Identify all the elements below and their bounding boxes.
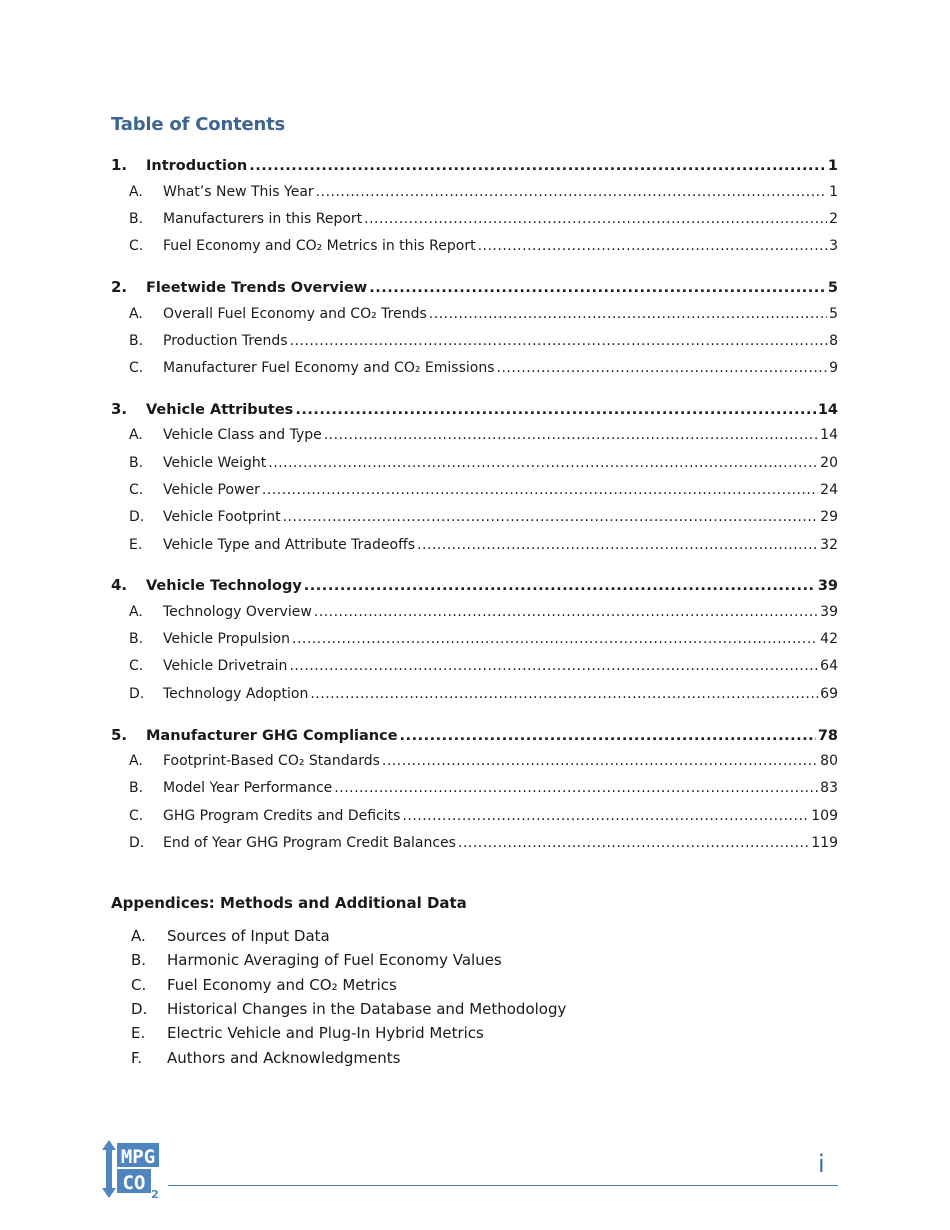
item-title: Footprint-Based CO₂ Standards (163, 753, 380, 769)
toc-item-4c[interactable] (111, 658, 838, 678)
toc-item-5d[interactable] (111, 835, 838, 855)
item-title: Vehicle Weight (163, 455, 267, 471)
item-title: Historical Changes in the Database and Methodology (167, 1000, 567, 1019)
toc-section-4[interactable] (111, 576, 838, 596)
page-number: 24 (820, 482, 838, 498)
toc-item-4a[interactable] (111, 604, 838, 624)
section-number: 2. (111, 278, 128, 296)
dot-leader (249, 158, 826, 174)
toc-item-2b[interactable] (111, 333, 838, 353)
page-number: 1 (829, 184, 838, 200)
toc-item-4b[interactable] (111, 631, 838, 651)
section-title: Introduction (146, 158, 248, 174)
toc-item-2a[interactable] (111, 306, 838, 326)
item-title: Fuel Economy and CO₂ Metrics (167, 975, 397, 994)
dot-leader (497, 360, 828, 376)
item-letter: B. (129, 455, 144, 471)
footer-rule (168, 1185, 838, 1186)
toc-title: Table of Contents (111, 114, 286, 135)
item-letter: A. (129, 753, 143, 769)
page-number: 39 (817, 578, 838, 594)
section-number: 3. (111, 400, 128, 418)
toc-section-1[interactable] (111, 156, 838, 176)
appendix-item-a[interactable] (131, 924, 566, 948)
page-number: 14 (820, 427, 838, 443)
toc-item-5a[interactable] (111, 753, 838, 773)
item-letter: B. (131, 951, 147, 970)
dot-leader (283, 509, 819, 525)
item-title: Electric Vehicle and Plug-In Hybrid Metrics (167, 1024, 484, 1043)
section-number: 5. (111, 726, 128, 744)
dot-leader (382, 753, 818, 769)
item-title: Production Trends (163, 333, 288, 349)
toc-section-5[interactable] (111, 726, 838, 746)
page-number: 3 (829, 238, 838, 254)
section-title: Vehicle Technology (146, 578, 302, 594)
dot-leader (314, 604, 818, 620)
item-letter: E. (129, 537, 143, 553)
section-title: Vehicle Attributes (146, 402, 294, 418)
item-title: Sources of Input Data (167, 927, 330, 946)
item-title: Manufacturer Fuel Economy and CO₂ Emissions (163, 360, 495, 376)
dot-leader (304, 578, 816, 594)
item-title: Vehicle Class and Type (163, 427, 322, 443)
toc-item-1a[interactable] (111, 184, 838, 204)
dot-leader (369, 280, 826, 296)
page-number: 64 (820, 658, 838, 674)
dot-leader (316, 184, 827, 200)
toc-item-3e[interactable] (111, 537, 838, 557)
item-letter: B. (129, 333, 144, 349)
item-title: Vehicle Drivetrain (163, 658, 288, 674)
mpg-co2-logo (100, 1138, 162, 1200)
item-title: GHG Program Credits and Deficits (163, 808, 401, 824)
dot-leader (310, 686, 818, 702)
page-number: 39 (820, 604, 838, 620)
appendix-item-c[interactable] (131, 973, 566, 997)
item-letter: B. (129, 211, 144, 227)
page-number: 109 (811, 808, 838, 824)
toc-item-1c[interactable] (111, 238, 838, 258)
item-title: Technology Overview (163, 604, 312, 620)
page-number: 78 (817, 728, 838, 744)
dot-leader (290, 333, 828, 349)
item-title: What’s New This Year (163, 184, 314, 200)
toc-item-1b[interactable] (111, 211, 838, 231)
logo-text-co: CO (122, 1172, 146, 1194)
dot-leader (400, 728, 816, 744)
dot-leader (458, 835, 809, 851)
item-letter: C. (129, 482, 144, 498)
item-letter: A. (131, 927, 146, 946)
item-title: End of Year GHG Program Credit Balances (163, 835, 456, 851)
item-title: Fuel Economy and CO₂ Metrics in this Report (163, 238, 476, 254)
toc-item-3b[interactable] (111, 455, 838, 475)
item-letter: B. (129, 631, 144, 647)
page-number: 119 (811, 835, 838, 851)
item-title: Model Year Performance (163, 780, 333, 796)
item-title: Manufacturers in this Report (163, 211, 363, 227)
item-title: Vehicle Footprint (163, 509, 281, 525)
item-letter: C. (131, 975, 147, 994)
logo-text-mpg: MPG (120, 1146, 156, 1168)
item-letter: D. (129, 835, 145, 851)
item-title: Harmonic Averaging of Fuel Economy Values (167, 951, 502, 970)
dot-leader (478, 238, 828, 254)
dot-leader (429, 306, 827, 322)
item-letter: A. (129, 604, 143, 620)
page-number: 20 (820, 455, 838, 471)
item-letter: C. (129, 238, 144, 254)
toc-item-3d[interactable] (111, 509, 838, 529)
page-number: 9 (829, 360, 838, 376)
appendices-list (131, 924, 566, 1070)
item-letter: D. (129, 686, 145, 702)
dot-leader (262, 482, 818, 498)
appendix-item-d[interactable] (131, 997, 566, 1021)
dot-leader (417, 537, 818, 553)
appendix-item-b[interactable] (131, 948, 566, 972)
page-number: 29 (820, 509, 838, 525)
page-number: 2 (829, 211, 838, 227)
item-letter: A. (129, 306, 143, 322)
item-letter: C. (129, 808, 144, 824)
section-number: 4. (111, 576, 128, 594)
dot-leader (292, 631, 818, 647)
item-title: Technology Adoption (163, 686, 309, 702)
dot-leader (295, 402, 816, 418)
item-letter: D. (131, 1000, 148, 1019)
page-number: 5 (829, 306, 838, 322)
page-number: 42 (820, 631, 838, 647)
appendix-item-f[interactable] (131, 1045, 566, 1069)
toc-item-5c[interactable] (111, 808, 838, 828)
dot-leader (289, 658, 818, 674)
section-title: Fleetwide Trends Overview (146, 280, 368, 296)
page-number-roman: i (818, 1150, 825, 1178)
toc-section-3[interactable] (111, 400, 838, 420)
item-letter: C. (129, 360, 144, 376)
item-letter: E. (131, 1024, 146, 1043)
toc-item-4d[interactable] (111, 686, 838, 706)
dot-leader (268, 455, 818, 471)
item-letter: A. (129, 184, 143, 200)
item-title: Vehicle Power (163, 482, 260, 498)
item-title: Vehicle Propulsion (163, 631, 290, 647)
appendix-item-e[interactable] (131, 1021, 566, 1045)
item-title: Authors and Acknowledgments (167, 1048, 401, 1067)
dot-leader (364, 211, 827, 227)
logo-subscript: 2 (151, 1188, 159, 1200)
toc-section-2[interactable] (111, 278, 838, 298)
appendices-title: Appendices: Methods and Additional Data (111, 894, 467, 912)
toc-item-2c[interactable] (111, 360, 838, 380)
page-number: 8 (829, 333, 838, 349)
page-number: 80 (820, 753, 838, 769)
item-letter: D. (129, 509, 145, 525)
section-title: Manufacturer GHG Compliance (146, 728, 398, 744)
page-number: 1 (827, 158, 838, 174)
dot-leader (334, 780, 818, 796)
item-title: Vehicle Type and Attribute Tradeoffs (163, 537, 416, 553)
item-letter: B. (129, 780, 144, 796)
item-title: Overall Fuel Economy and CO₂ Trends (163, 306, 427, 322)
item-letter: A. (129, 427, 143, 443)
toc-item-5b[interactable] (111, 780, 838, 800)
page-number: 69 (820, 686, 838, 702)
dot-leader (402, 808, 809, 824)
toc-item-3c[interactable] (111, 482, 838, 502)
toc-item-3a[interactable] (111, 427, 838, 447)
page-number: 83 (820, 780, 838, 796)
item-letter: C. (129, 658, 144, 674)
section-number: 1. (111, 156, 128, 174)
dot-leader (324, 427, 818, 443)
page-number: 14 (817, 402, 838, 418)
page-number: 5 (827, 280, 838, 296)
item-letter: F. (131, 1048, 142, 1067)
page-number: 32 (820, 537, 838, 553)
